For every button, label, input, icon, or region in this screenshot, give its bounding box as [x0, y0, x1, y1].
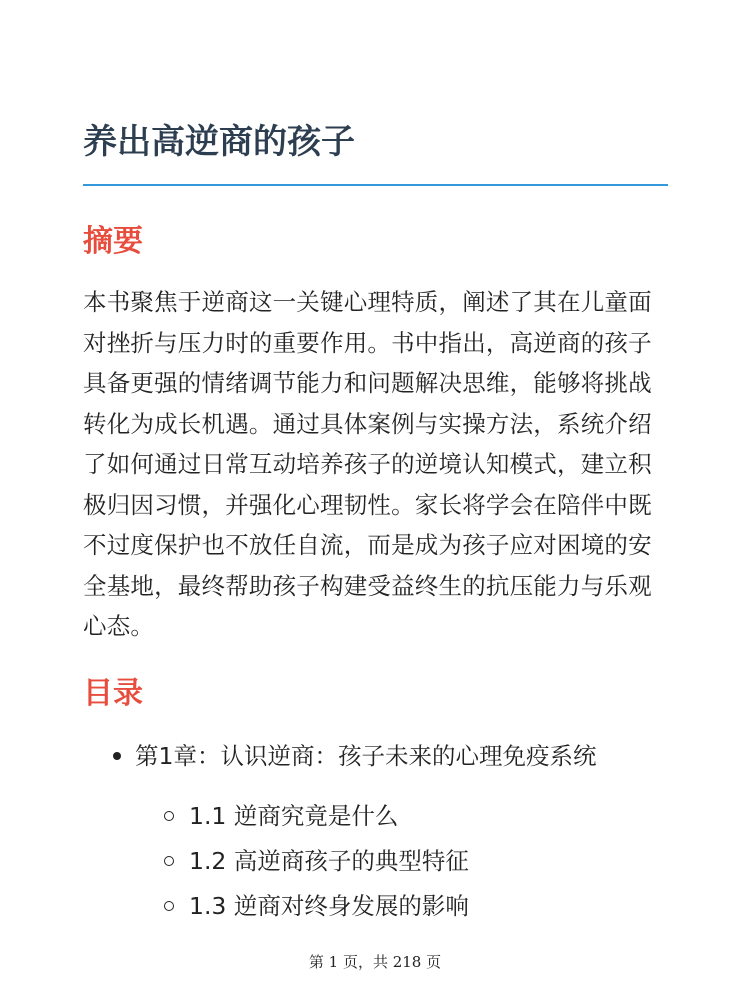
bullet-disc-icon — [113, 752, 121, 760]
toc-list — [83, 736, 668, 776]
toc-section-label: 1.2 高逆商孩子的典型特征 — [189, 847, 469, 875]
toc-section-1-1[interactable] — [135, 794, 469, 839]
toc-section-label: 1.1 逆商究竟是什么 — [189, 802, 399, 830]
toc-section-1-2[interactable] — [135, 839, 469, 884]
page-footer: 第 1 页，共 218 页 — [308, 953, 442, 971]
toc-sublist — [135, 794, 469, 929]
bullet-circle-icon — [164, 901, 174, 911]
title-divider — [83, 184, 668, 186]
bullet-circle-icon — [164, 811, 174, 821]
toc-section-1-3[interactable] — [135, 884, 469, 929]
toc-section-label: 1.3 逆商对终身发展的影响 — [189, 892, 469, 920]
abstract-text: 本书聚焦于逆商这一关键心理特质，阐述了其在儿童面对挫折与压力时的重要作用。书中指出，高逆商的孩子具备更强的情绪调节能力和问题解决思维，能够将挑战转化为成长机遇。通过具体案例与实操方法，系统介绍了如何通过日常互动培养孩子的逆境认知模式，建立积极归因习惯，并强化心理韧性。家长将学会在陪伴中既不过度保护也不放任自流，而是成为孩子应对困境的安全基地，最终帮助孩子构建受益终生的抗压能力与乐观心态。 — [83, 288, 652, 640]
toc-chapter-1[interactable] — [83, 736, 668, 776]
document-title: 养出高逆商的孩子 — [83, 122, 355, 162]
abstract-heading: 摘要 — [83, 224, 143, 259]
bullet-circle-icon — [164, 856, 174, 866]
toc-chapter-label: 第1章：认识逆商：孩子未来的心理免疫系统 — [135, 742, 597, 770]
toc-heading: 目录 — [83, 676, 143, 711]
